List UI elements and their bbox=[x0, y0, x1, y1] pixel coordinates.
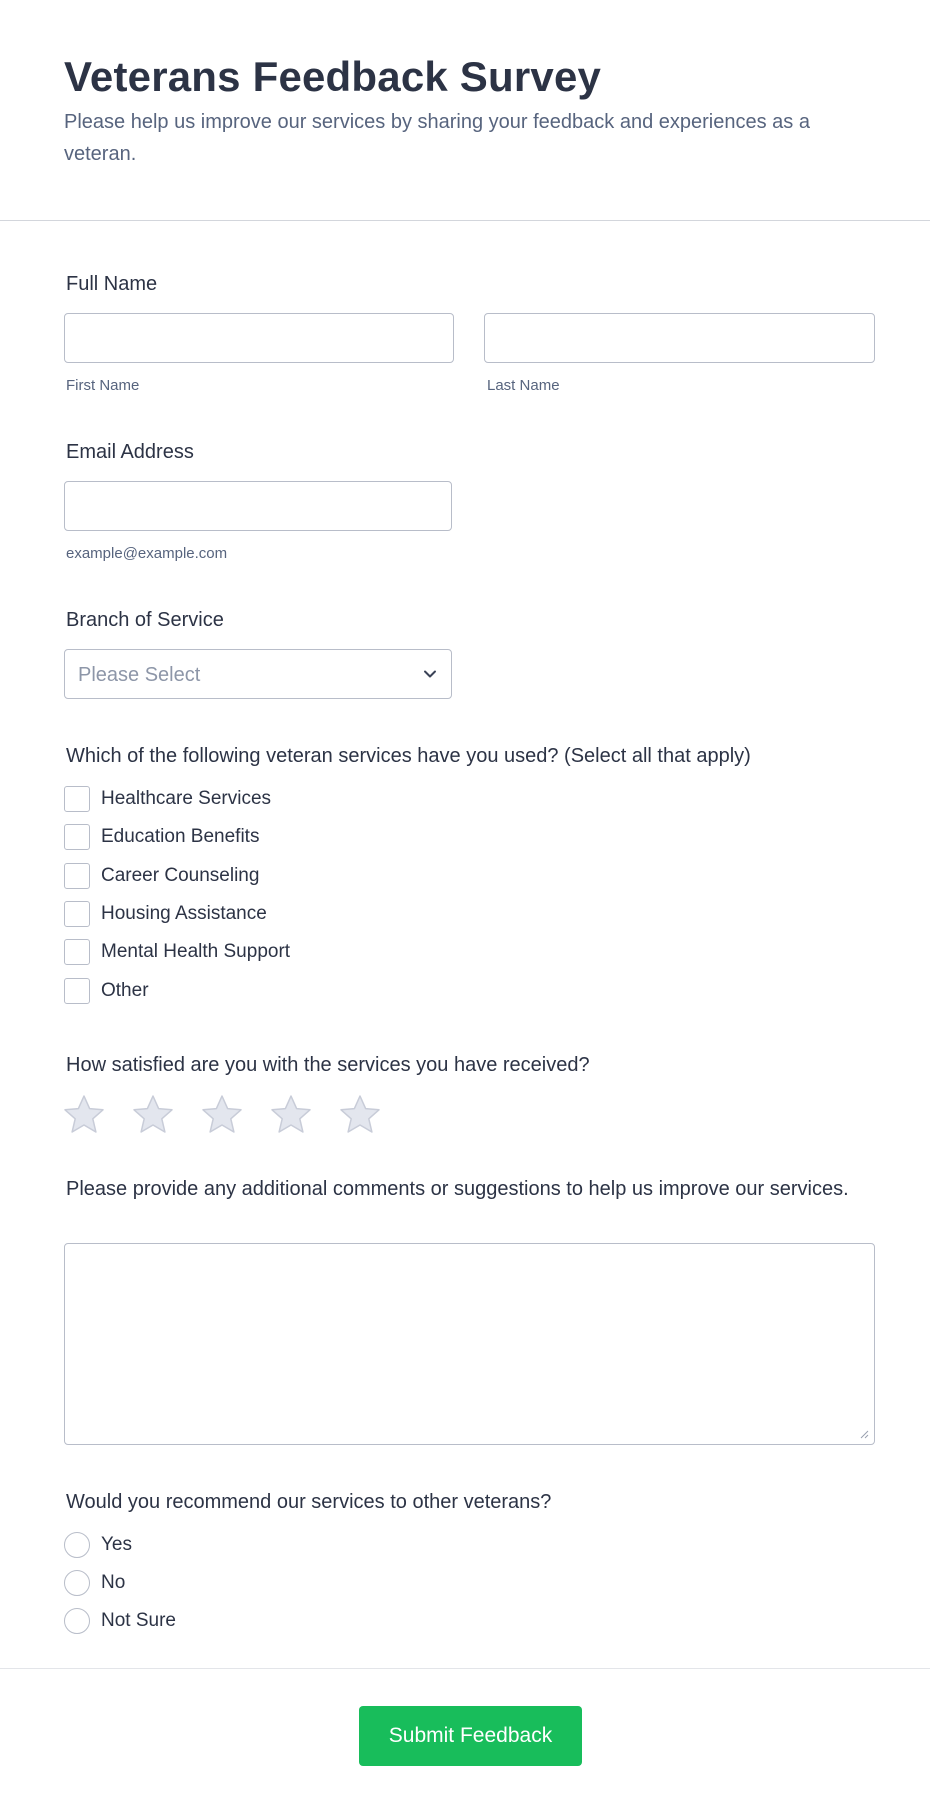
footer-divider bbox=[0, 1668, 930, 1669]
page-subtitle: Please help us improve our services by sharing your feedback and experiences as a veteran. bbox=[64, 111, 810, 165]
last-name-input[interactable] bbox=[484, 313, 875, 363]
checkbox[interactable] bbox=[64, 978, 90, 1004]
first-name-sublabel: First Name bbox=[66, 377, 140, 394]
radio-button[interactable] bbox=[64, 1532, 90, 1558]
radio-button[interactable] bbox=[64, 1608, 90, 1634]
comments-textarea[interactable] bbox=[64, 1243, 875, 1445]
checkbox-label: Career Counseling bbox=[101, 865, 260, 886]
checkbox[interactable] bbox=[64, 863, 90, 889]
branch-select-value: Please Select bbox=[78, 664, 201, 686]
checkbox[interactable] bbox=[64, 939, 90, 965]
checkbox-label: Other bbox=[101, 980, 149, 1001]
branch-select[interactable] bbox=[64, 649, 452, 699]
recommend-question: Would you recommend our services to other veterans? bbox=[66, 1491, 552, 1513]
checkbox[interactable] bbox=[64, 901, 90, 927]
star-icon[interactable] bbox=[200, 1093, 244, 1137]
page-title: Veterans Feedback Survey bbox=[64, 53, 602, 100]
checkbox[interactable] bbox=[64, 824, 90, 850]
satisfaction-question: How satisfied are you with the services you have received? bbox=[66, 1054, 590, 1076]
radio-label: Not Sure bbox=[101, 1610, 176, 1631]
resize-handle-icon[interactable] bbox=[859, 1429, 869, 1439]
checkbox-label: Education Benefits bbox=[101, 826, 260, 847]
first-name-input[interactable] bbox=[64, 313, 454, 363]
chevron-down-icon bbox=[421, 665, 439, 683]
star-icon[interactable] bbox=[131, 1093, 175, 1137]
email-sublabel: example@example.com bbox=[66, 545, 228, 562]
services-question: Which of the following veteran services have you used? (Select all that apply) bbox=[66, 745, 751, 767]
star-icon[interactable] bbox=[62, 1093, 106, 1137]
radio-label: No bbox=[101, 1572, 126, 1593]
submit-button[interactable]: Submit Feedback bbox=[359, 1706, 582, 1766]
checkbox-label: Mental Health Support bbox=[101, 941, 291, 962]
email-label: Email Address bbox=[66, 441, 194, 463]
star-icon[interactable] bbox=[338, 1093, 382, 1137]
checkbox-label: Healthcare Services bbox=[101, 788, 272, 809]
branch-label: Branch of Service bbox=[66, 609, 224, 631]
radio-label: Yes bbox=[101, 1534, 132, 1555]
full-name-label: Full Name bbox=[66, 273, 158, 295]
last-name-sublabel: Last Name bbox=[487, 377, 560, 394]
radio-button[interactable] bbox=[64, 1570, 90, 1596]
star-icon[interactable] bbox=[269, 1093, 313, 1137]
checkbox[interactable] bbox=[64, 786, 90, 812]
email-input[interactable] bbox=[64, 481, 452, 531]
checkbox-label: Housing Assistance bbox=[101, 903, 267, 924]
form-header bbox=[0, 0, 930, 221]
comments-question: Please provide any additional comments or suggestions to help us improve our services. bbox=[66, 1178, 849, 1200]
